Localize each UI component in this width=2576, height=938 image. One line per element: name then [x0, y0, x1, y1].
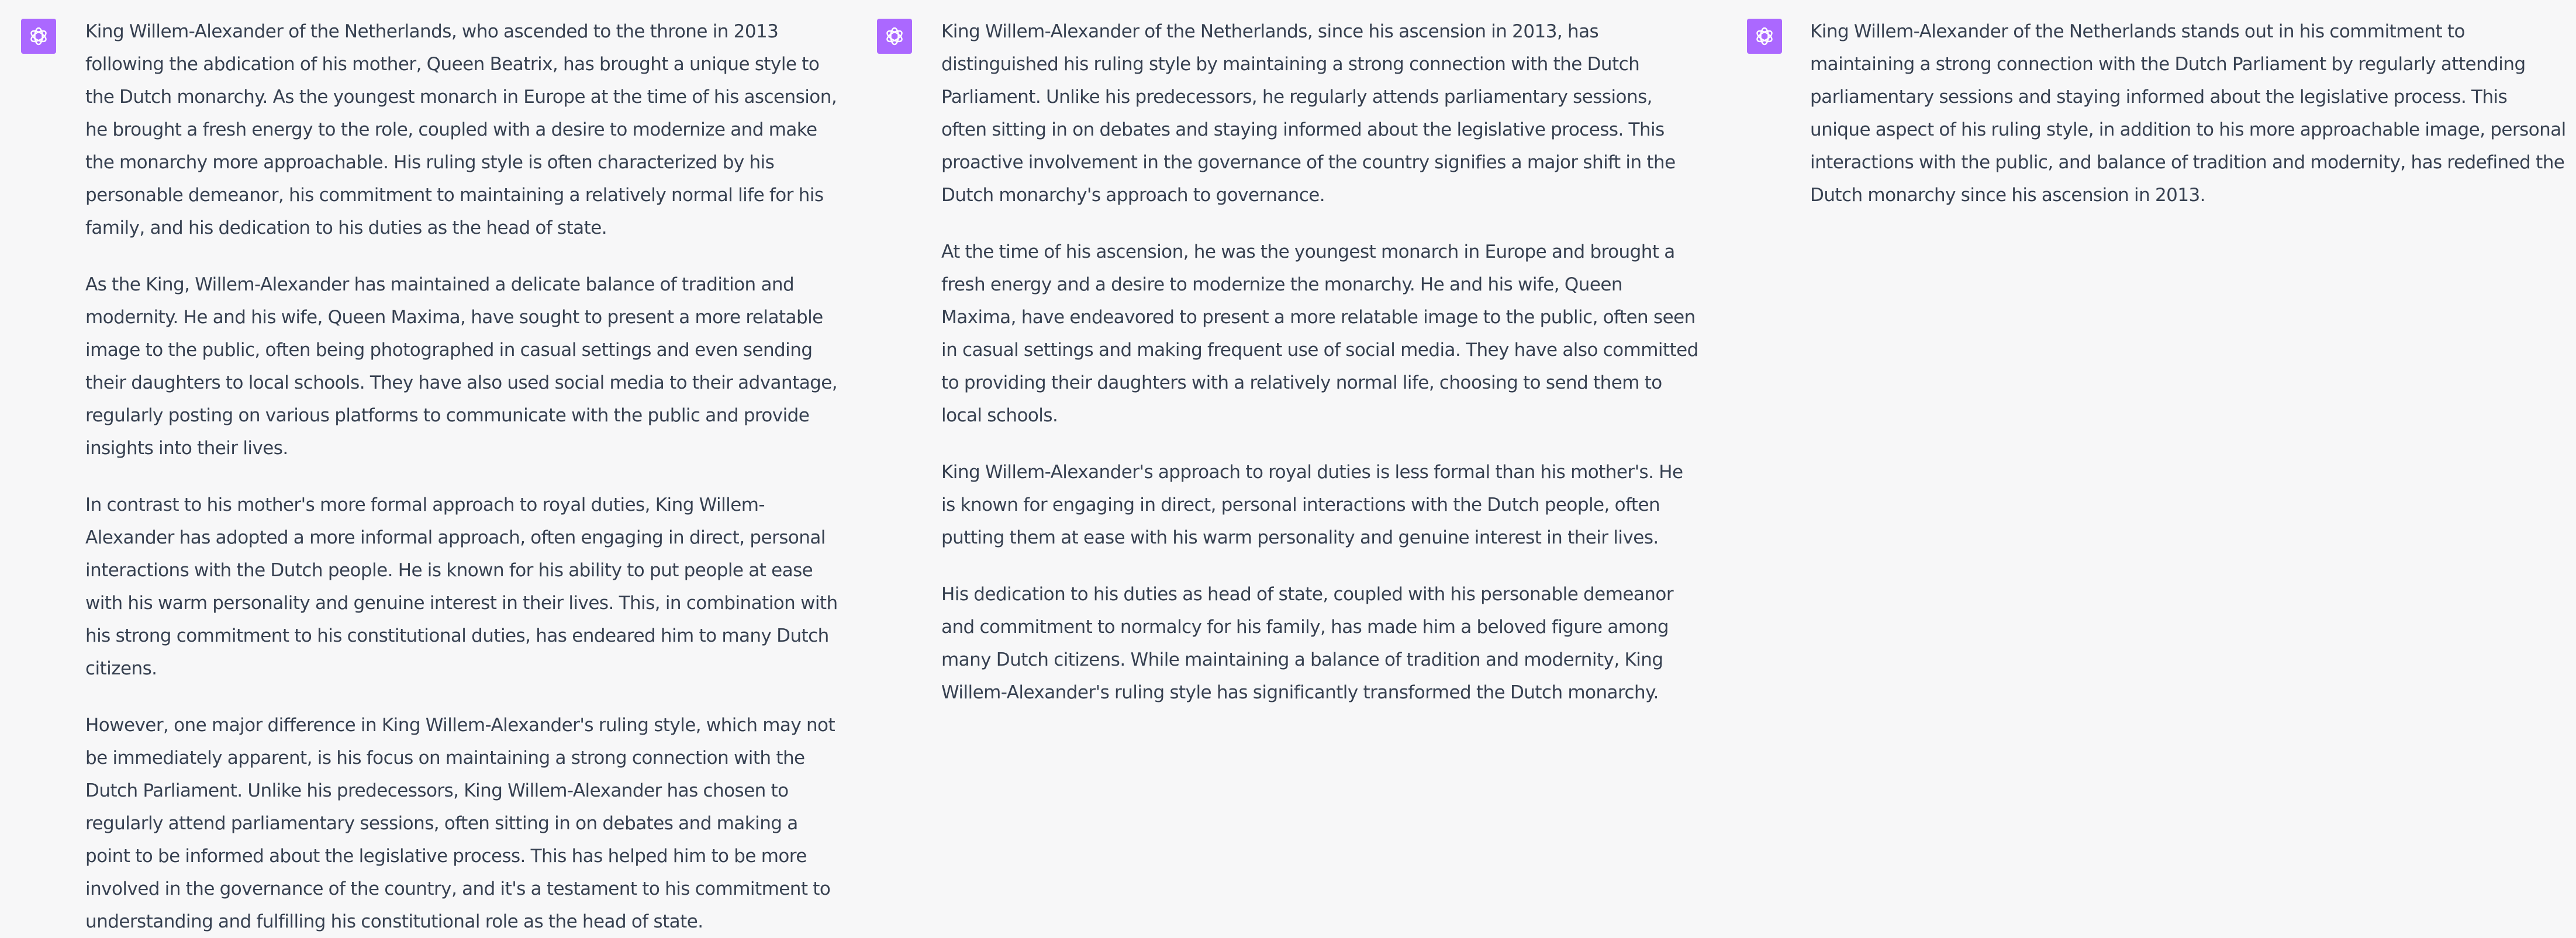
openai-logo-icon — [1753, 25, 1776, 48]
response-column-2 — [856, 0, 1726, 887]
message-paragraph: However, one major difference in King Willem-Alexander's ruling style, which may not be immediately apparent, is his focus on maintaining a strong connection with the Dutch Parliament. Unlike his predecessors, King Willem-Alexander has chosen to regularly attend parliamentary sessions, often sitting in on debates and making a point to be informed about the legislative process. This has helped him to be more involved in the governance of the country, and it's a testament to his commitment to understanding and fulfilling his constitutional role as the head of state. — [85, 715, 835, 932]
message-paragraph: In contrast to his mother's more formal approach to royal duties, King Willem-Alexander has adopted a more informal approach, often engaging in direct, personal interactions with the Dutch people. He is known for his ability to put people at ease with his warm personality and genuine interest in their lives. This, in combination with his strong commitment to his constitutional duties, has endeared him to many Dutch citizens. — [85, 494, 838, 679]
assistant-message — [85, 15, 845, 938]
message-paragraph: As the King, Willem-Alexander has maintained a delicate balance of tradition and modernity. He and his wife, Queen Maxima, have sought to present a more relatable image to the public, often being photographed in casual settings and even sending their daughters to local schools. They have also used social media to their advantage, regularly posting on various platforms to communicate with the public and provide insights into their lives. — [85, 274, 838, 459]
message-paragraph: At the time of his ascension, he was the youngest monarch in Europe and brought a fresh energy and a desire to modernize the monarchy. He and his wife, Queen Maxima, have endeavored to present a more relatable image to the public, often seen in casual settings and making frequent use of social media. They have also committed to providing their daughters with a relatively normal life, choosing to send them to local schools. — [941, 241, 1698, 426]
message-paragraph: King Willem-Alexander of the Netherlands stands out in his commitment to maintaining a strong connection with the Dutch Parliament by regularly attending parliamentary sessions and staying informed about the legislative process. This unique aspect of his ruling style, in addition to his more approachable image, personal interactions with the public, and balance of tradition and modernity, has redefined the Dutch monarchy since his ascension in 2013. — [1810, 21, 2566, 206]
openai-logo-icon — [27, 25, 50, 48]
message-paragraph: King Willem-Alexander of the Netherlands, since his ascension in 2013, has distinguished his ruling style by maintaining a strong connection with the Dutch Parliament. Unlike his predecessors, he regularly attends parliamentary sessions, often sitting in on debates and staying informed about the legislative process. This proactive involvement in the governance of the country signifies a major shift in the Dutch monarchy's approach to governance. — [941, 21, 1676, 206]
message-paragraph: King Willem-Alexander of the Netherlands, who ascended to the throne in 2013 following the abdication of his mother, Queen Beatrix, has brought a unique style to the Dutch monarchy. As the youngest monarch in Europe at the time of his ascension, he brought a fresh energy to the role, coupled with a desire to modernize and make the monarchy more approachable. His ruling style is often characterized by his personable demeanor, his commitment to maintaining a relatively normal life for his family, and his dedication to his duties as the head of state. — [85, 21, 837, 238]
assistant-message — [941, 15, 1701, 709]
response-column-3 — [1726, 0, 2576, 887]
response-column-1 — [0, 0, 856, 932]
assistant-message — [1810, 15, 2570, 212]
openai-logo-icon — [883, 25, 906, 48]
assistant-avatar — [877, 19, 912, 54]
message-paragraph: His dedication to his duties as head of state, coupled with his personable demeanor and commitment to normalcy for his family, has made him a beloved figure among many Dutch citizens. While maintaining a balance of tradition and modernity, King Willem-Alexander's ruling style has significantly transformed the Dutch monarchy. — [941, 584, 1674, 703]
assistant-avatar — [1747, 19, 1782, 54]
assistant-avatar — [21, 19, 56, 54]
message-paragraph: King Willem-Alexander's approach to royal duties is less formal than his mother's. He is known for engaging in direct, personal interactions with the Dutch people, often putting them at ease with his warm personality and genuine interest in their lives. — [941, 462, 1683, 548]
